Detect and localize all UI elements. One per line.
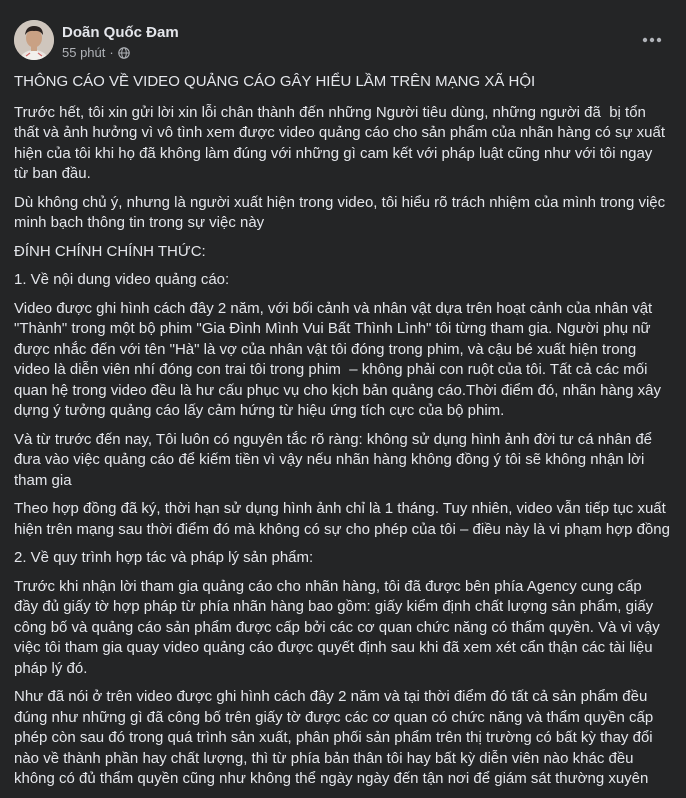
post-paragraph-contract: Theo hợp đồng đã ký, thời hạn sử dụng hình ảnh chỉ là 1 tháng. Tuy nhiên, video vẫn tiếp tục xuất hiện trên mạng sau thời điểm đó mà không có sự cho phép của tôi – điều này là vi phạm hợp đồng — [14, 500, 670, 538]
avatar-photo — [14, 20, 54, 60]
meta-separator: · — [109, 45, 114, 60]
post-timestamp[interactable]: 55 phút — [62, 45, 106, 60]
post-paragraph-production: Như đã nói ở trên video được ghi hình cách đây 2 năm và tại thời điểm đó tất cả sản phẩm đều đúng như những gì đã công bố trên giấy tờ được các cơ quan có chức năng và thẩm quyền cấp phép còn sau đó trong quá trình sản xuất, phân phối sản phẩm trên thị trường có bất kỳ thay đổi nào về thành phần hay chất lượng, thì từ phía bản thân tôi hay bất kỳ diễn viên nào khác đều không có đủ thẩm quyền cũng như không thể ngày ngày đến tận nơi để giám sát thường xuyên — [14, 688, 658, 787]
more-options-icon — [642, 37, 662, 43]
more-options-button[interactable] — [634, 22, 670, 58]
post-paragraph-video-context: Video được ghi hình cách đây 2 năm, với bối cảnh và nhân vật dựa trên hoạt cảnh của nhân vật "Thành" trong một bộ phim "Gia Đình Mình Vui Bất Thình Lình" tôi từng tham gia. Người phụ nữ được nhắc đến với tên "Hà" là vợ của nhân vật tôi đóng trong phim, và cậu bé xuất hiện trong video là diễn viên nhí đóng con trai tôi trong phim – không phải con ruột của tôi. Tất cả các mối quan hệ trong video đều là hư cấu phục vụ cho kịch bản quảng cáo.Thời điểm đó, nhãn hàng xây dựng ý tưởng quảng cáo lấy cảm hứng từ hiệu ứng tích cực của bộ phim. — [14, 299, 666, 419]
post-header — [14, 18, 670, 62]
globe-icon[interactable] — [118, 47, 130, 59]
author-avatar[interactable] — [14, 20, 54, 60]
post-heading-correction: ĐÍNH CHÍNH CHÍNH THỨC: — [14, 242, 206, 260]
post-heading-section-2: 2. Về quy trình hợp tác và pháp lý sản phẩm: — [14, 549, 314, 566]
post-heading-section-1: 1. Về nội dung video quảng cáo: — [14, 271, 230, 288]
post-paragraph-legal-docs: Trước khi nhận lời tham gia quảng cáo cho nhãn hàng, tôi đã được bên phía Agency cung cấp đầy đủ giấy tờ hợp pháp từ phía nhãn hàng bao gồm: giấy kiểm định chất lượng sản phẩm, giấy công bố và quảng cáo sản phẩm được cấp bởi các cơ quan chức năng có thẩm quyền. Và vì vậy việc tôi tham gia quay video quảng cáo được quyết định sau khi đã xem xét cẩn thận các tài liệu pháp lý đó. — [14, 577, 664, 677]
post-paragraph-apology: Trước hết, tôi xin gửi lời xin lỗi chân thành đến những Người tiêu dùng, những người đã bị tổn thất và ảnh hưởng vì vô tình xem được video quảng cáo cho sản phẩm của nhãn hàng có sự xuất hiện của tôi khi họ đã không làm đúng với những gì cam kết với pháp luật cũng như với tôi ngay từ ban đầu. — [14, 103, 670, 182]
post-title: THÔNG CÁO VỀ VIDEO QUẢNG CÁO GÂY HIỂU LẦM TRÊN MẠNG XÃ HỘI — [14, 73, 536, 90]
post-paragraph-responsibility: Dù không chủ ý, nhưng là người xuất hiện trong video, tôi hiểu rõ trách nhiệm của mình trong việc minh bạch thông tin trong sự việc này — [14, 193, 670, 231]
author-name[interactable]: Doãn Quốc Đam — [62, 24, 179, 41]
post-paragraph-principle: Và từ trước đến nay, Tôi luôn có nguyên tắc rõ ràng: không sử dụng hình ảnh đời tư cá nhân để đưa vào việc quảng cáo để kiếm tiền vì vậy nếu nhãn hàng không đồng ý tôi sẽ không nhận lời tham gia — [14, 430, 657, 489]
post-body — [14, 72, 670, 798]
post-meta — [62, 45, 130, 60]
